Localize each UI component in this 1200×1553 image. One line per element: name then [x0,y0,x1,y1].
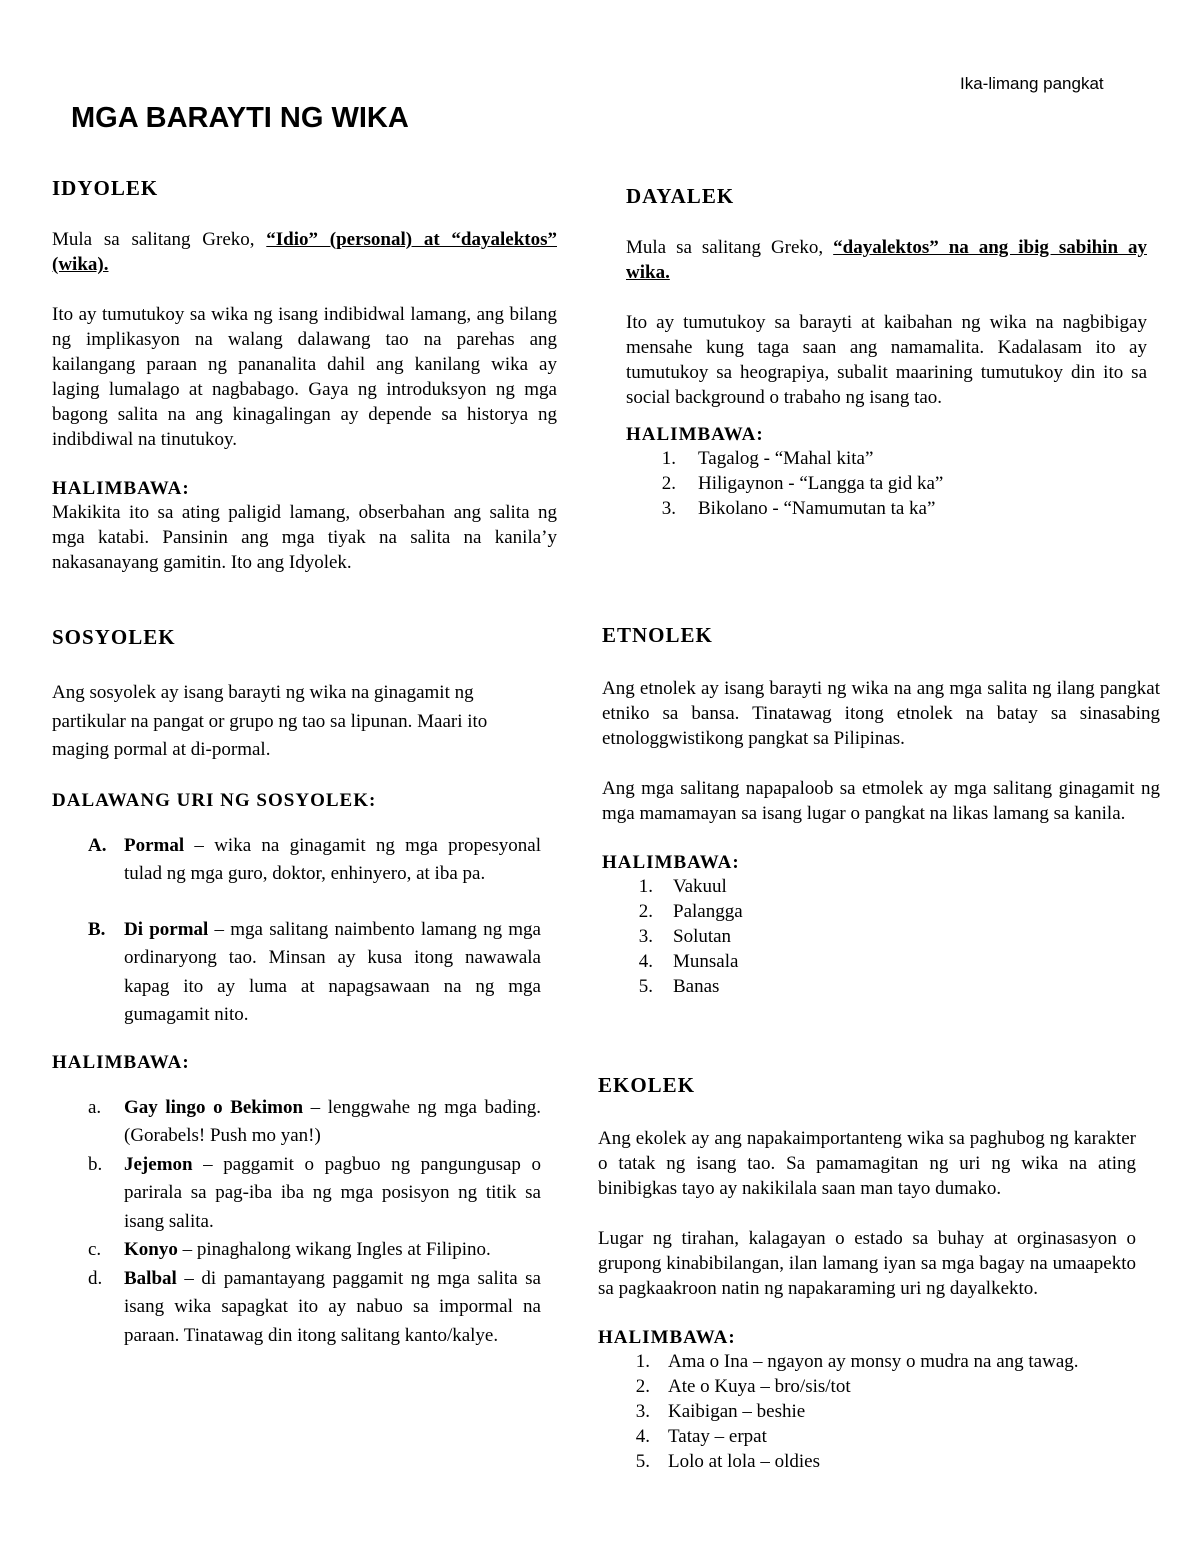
list-item: 5. Lolo at lola – oldies [635,1451,820,1472]
section-body: Ang etnolek ay isang barayti ng wika na ang mga salita ng ilang pangkat etniko sa bansa. Tinatawag itong etnolek na batay sa sinasabing etnologgwistikong pangkat sa Pilipinas. [602,678,1160,749]
section-body-2: Ang mga salitang napapaloob sa etmolek ay mga salitang ginagamit ng mga mamamayan sa isang lugar o pangkat na likas lamang sa kanila. [602,778,1160,824]
list-item: 4. Munsala [638,951,739,972]
list-item: 1. Vakuul [638,876,727,897]
section-body-2: Lugar ng tirahan, kalagayan o estado sa buhay at orginasasyon o grupong kinabibilangan, ilan lamang iyan sa mga bagay na umaapekto sa pagkaakroon natin ng napakaraming uri ng dayalkekto. [598,1228,1136,1299]
example-list [626,446,1147,521]
section-body: Ito ay tumutukoy sa barayti at kaibahan ng wika na nagbibigay mensahe kung taga saan ang namamalita. Kadalasam ito ay tumutukoy sa heograpiya, subalit maarining tumutukoy din ito sa social background o trabaho ng isang tao. [626,312,1147,408]
types-heading: DALAWANG URI NG SOSYOLEK: [52,789,377,811]
list-item: 3. Bikolano - “Namumutan ta ka” [661,498,936,519]
list-item: 5. Banas [638,976,720,997]
section-intro: Mula sa salitang Greko, “dayalektos” na ang ibig sabihin ay wika. [626,237,1147,283]
list-item: B. Di pormal – mga salitang naimbento lamang ng mga ordinaryong tao. Minsan ay kusa itong nawawala kapag ito ay luma at napagsawaan na ng mga gumagamit nito. [88,918,541,1025]
list-item: 2. Ate o Kuya – bro/sis/tot [635,1376,851,1397]
section-dayalek [626,184,1147,521]
list-item: b. Jejemon – paggamit o pagbuo ng pangungusap o parirala sa pag-iba iba ng mga posisyon ng titik sa isang salita. [88,1153,541,1232]
section-etnolek [602,623,1160,999]
list-item: 4. Tatay – erpat [635,1426,767,1447]
list-item: 2. Hiligaynon - “Langga ta gid ka” [661,473,944,494]
section-intro: Mula sa salitang Greko, “Idio” (personal) at “dayalektos” (wika). [52,229,557,275]
example-heading: HALIMBAWA: [602,852,740,873]
example-list [52,1094,541,1351]
example-heading: HALIMBAWA: [598,1327,736,1348]
section-body: Ang sosyolek ay isang barayti ng wika na ginagamit ng partikular na pangat or grupo ng tao sa lipunan. Maari ito maging pormal at di-pormal. [52,682,488,760]
group-label: Ika-limang pangkat [960,74,1104,93]
page-title: MGA BARAYTI NG WIKA [71,102,409,134]
example-list [598,1349,1136,1474]
list-item: 1. Tagalog - “Mahal kita” [661,448,874,469]
list-item: d. Balbal – di pamantayang paggamit ng mga salita sa isang wika sapagkat ito ay nabuo sa impormal na paraan. Tinatawag din itong salitang kanto/kalye. [88,1267,541,1346]
list-item: a. Gay lingo o Bekimon – lenggwahe ng mga bading. (Gorabels! Push mo yan!) [88,1096,541,1146]
example-heading: HALIMBAWA: [52,478,190,499]
section-heading: IDYOLEK [52,176,159,200]
section-body: Ito ay tumutukoy sa wika ng isang indibidwal lamang, ang bilang ng implikasyon na walang dalawang tao na parehas ang kailangang paraan ng pananalita dahil ang kanilang wika ay laging lumalago at nagbabago. Gaya ng introduksyon ng mga bagong salita na ang kinagalingan ay depende sa historya ng indibdiwal na tinutukoy. [52,304,557,450]
list-item: c. Konyo – pinaghalong wikang Ingles at Filipino. [88,1239,491,1260]
list-item: 1. Ama o Ina – ngayon ay monsy o mudra na ang tawag. [635,1351,1079,1372]
types-list [52,832,541,1030]
section-heading: ETNOLEK [602,623,713,647]
section-ekolek [598,1073,1136,1474]
section-heading: SOSYOLEK [52,625,176,649]
section-heading: DAYALEK [626,184,735,208]
list-item: A. Pormal – wika na ginagamit ng mga propesyonal tulad ng mga guro, doktor, enhinyero, at iba pa. [88,834,541,884]
example-list [602,874,1160,999]
example-heading: HALIMBAWA: [626,424,764,445]
section-body: Ang ekolek ay ang napakaimportanteng wika sa paghubog ng karakter o tatak ng isang tao. Sa pamamagitan ng uri ng wika na ating binibigkas tayo ay nakikilala saan man tayo dumako. [598,1128,1136,1199]
section-idyolek [52,176,557,575]
section-sosyolek [52,625,541,1350]
list-item: 2. Palangga [638,901,743,922]
list-item: 3. Kaibigan – beshie [635,1401,806,1422]
example-heading: HALIMBAWA: [52,1051,190,1073]
list-item: 3. Solutan [638,926,732,947]
section-heading: EKOLEK [598,1073,696,1097]
example-text: Makikita ito sa ating paligid lamang, obserbahan ang salita ng mga katabi. Pansinin ang mga tiyak na salita na kanila’y nakasanayang gamitin. Ito ang Idyolek. [52,502,557,573]
